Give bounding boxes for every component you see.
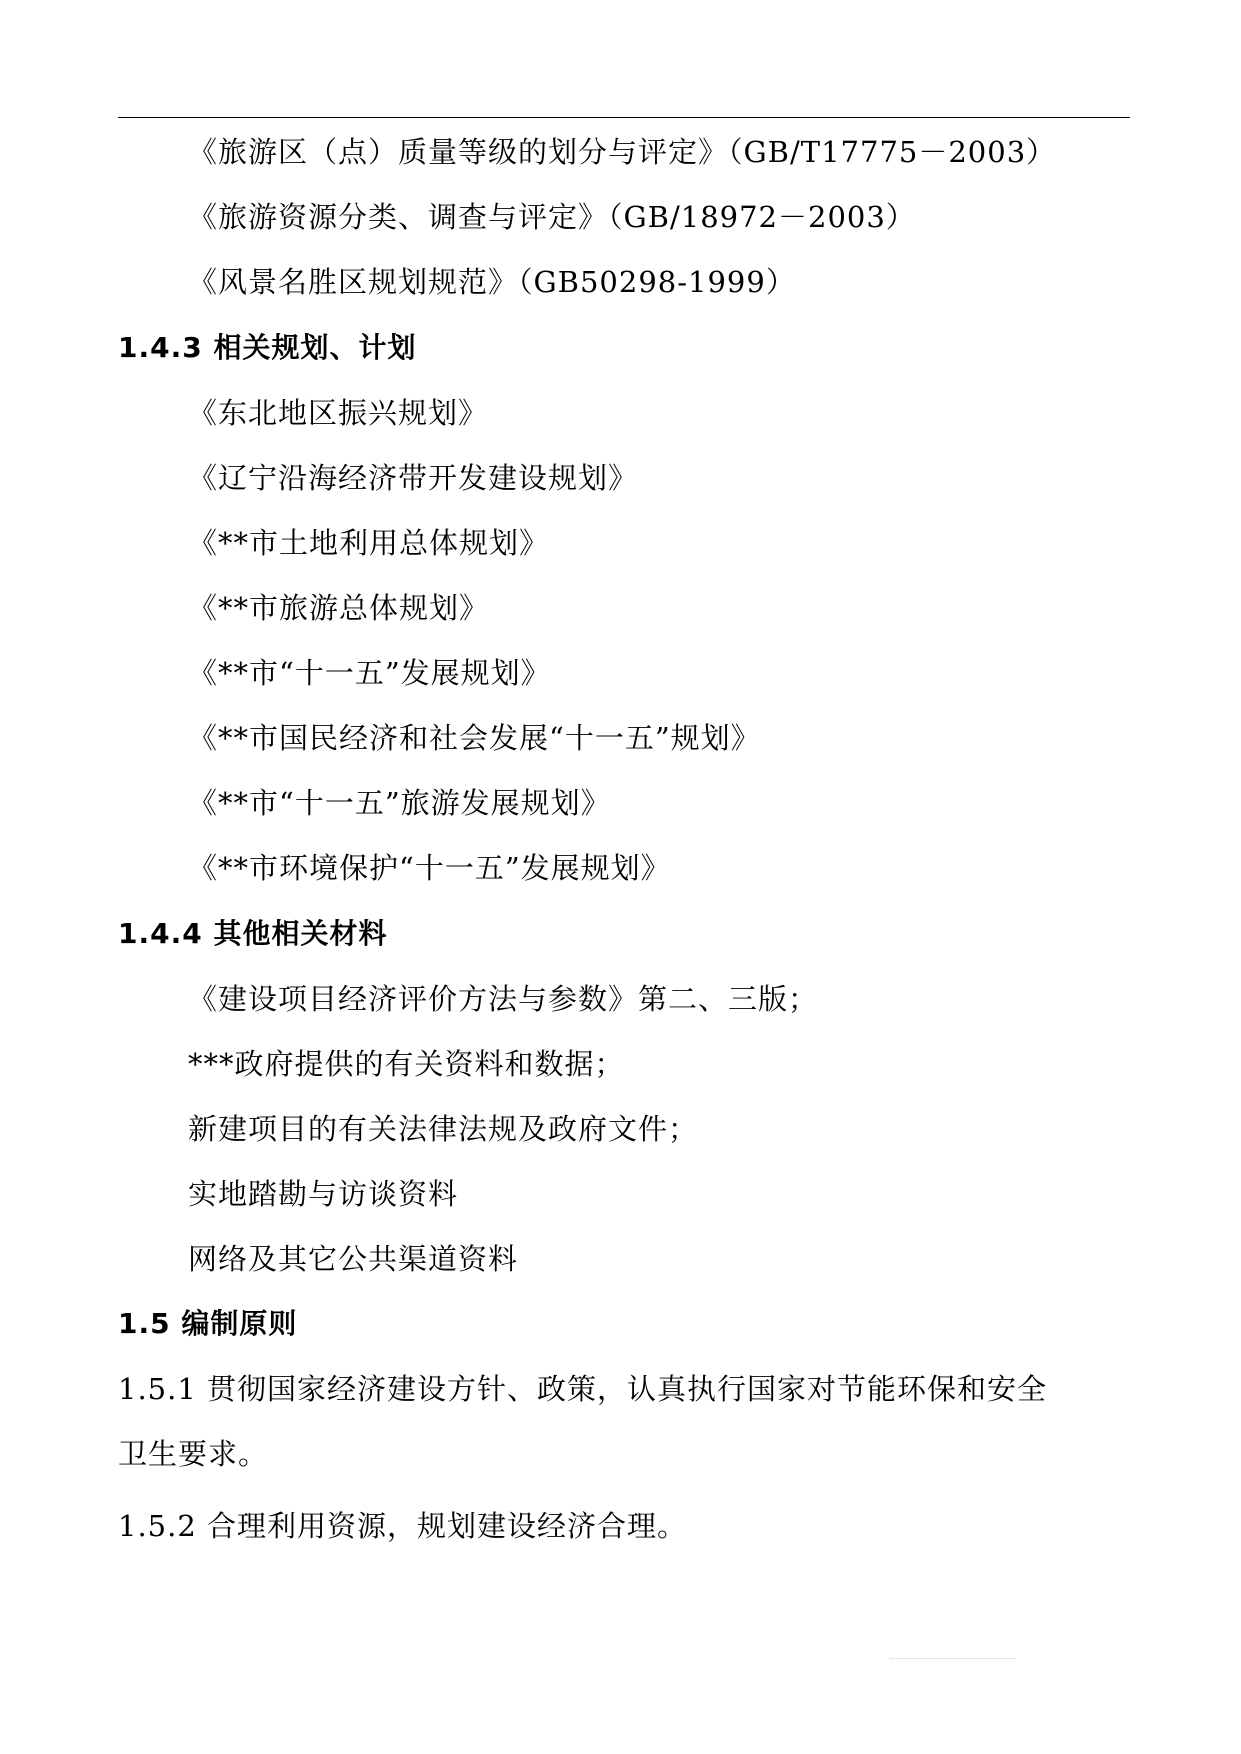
footer-faint-mark	[890, 1658, 1015, 1659]
material-item: 网络及其它公共渠道资料	[188, 1242, 519, 1276]
plan-ref: 《**市环境保护“十一五”发展规划》	[188, 851, 671, 885]
standard-ref: 《旅游资源分类、调查与评定》（GB/18972－2003）	[188, 200, 916, 234]
plan-ref: 《**市“十一五”旅游发展规划》	[188, 786, 611, 820]
header-rule	[118, 117, 1130, 118]
plan-ref: 《东北地区振兴规划》	[188, 396, 489, 430]
principle-1-5-1-continued: 卫生要求。	[118, 1437, 269, 1471]
plan-ref: 《**市国民经济和社会发展“十一五”规划》	[188, 721, 761, 755]
plan-ref: 《辽宁沿海经济带开发建设规划》	[188, 461, 639, 495]
standard-ref: 《旅游区（点）质量等级的划分与评定》（GB/T17775－2003）	[188, 135, 1057, 169]
material-item: 《建设项目经济评价方法与参数》第二、三版；	[188, 982, 819, 1016]
principle-1-5-1: 1.5.1 贯彻国家经济建设方针、政策，认真执行国家对节能环保和安全	[118, 1372, 1048, 1406]
plan-ref: 《**市“十一五”发展规划》	[188, 656, 551, 690]
standard-ref: 《风景名胜区规划规范》（GB50298-1999）	[188, 265, 796, 299]
material-item: ***政府提供的有关资料和数据；	[188, 1047, 625, 1081]
material-item: 新建项目的有关法律法规及政府文件；	[188, 1112, 699, 1146]
section-heading-1-5: 1.5 编制原则	[118, 1307, 298, 1340]
plan-ref: 《**市旅游总体规划》	[188, 591, 490, 625]
section-heading-1-4-3: 1.4.3 相关规划、计划	[118, 331, 417, 364]
material-item: 实地踏勘与访谈资料	[188, 1177, 459, 1211]
plan-ref: 《**市土地利用总体规划》	[188, 526, 550, 560]
principle-1-5-2: 1.5.2 合理利用资源，规划建设经济合理。	[118, 1509, 688, 1543]
section-heading-1-4-4: 1.4.4 其他相关材料	[118, 917, 388, 950]
